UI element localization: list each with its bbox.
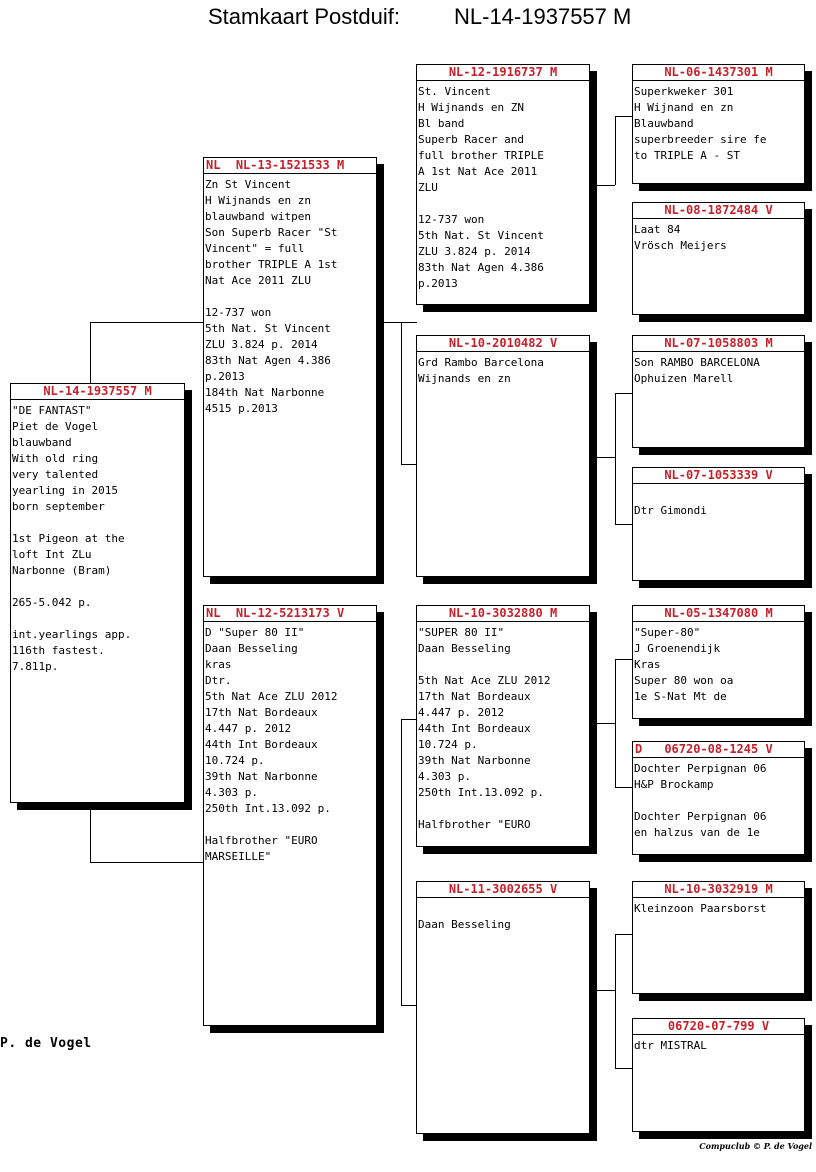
ring-number: 06720-08-1245 V <box>664 742 773 756</box>
connector-line <box>90 808 91 863</box>
pigeon-description: D "Super 80 II" Daan Besseling kras Dtr. 5th Nat Ace ZLU 2012 17th Nat Bordeaux 4.447 p. 2012 44th Int Bordeaux 10.724 p. 39th Nat Narbonne 4.303 p. 250th Int.13.092 p. Halfbrother "EURO MARSEILLE" <box>205 626 338 863</box>
pigeon-description: Son RAMBO BARCELONA Ophuizen Marell <box>634 356 760 385</box>
connector-line <box>615 393 633 394</box>
pigeon-description: Dochter Perpignan 06 H&P Brockamp Dochter Perpignan 06 en halzus van de 1e <box>634 762 767 839</box>
title-label: Stamkaart Postduif: <box>208 4 400 29</box>
ring-number: NL-07-1058803 M <box>633 336 804 352</box>
ring-number: NL-10-3032919 M <box>633 882 804 898</box>
ring-number: 06720-07-799 V <box>633 1019 804 1035</box>
connector-line <box>401 719 417 720</box>
pigeon-description: Dtr Gimondi <box>634 504 707 517</box>
connector-line <box>401 464 417 465</box>
ring-number: NL-08-1872484 V <box>633 203 804 219</box>
ring-number: NL-07-1053339 V <box>633 468 804 484</box>
pigeon-description: Laat 84 Vrösch Meijers <box>634 223 727 252</box>
ring-number: NL-10-3032880 M <box>417 606 589 622</box>
ring-header <box>204 606 376 622</box>
country-prefix: NL <box>206 158 221 172</box>
connector-line <box>615 659 616 787</box>
pedigree-card-dss <box>632 605 805 719</box>
ring-number: NL-06-1437301 M <box>633 65 804 81</box>
pigeon-description: "Super-80" J Groenendijk Kras Super 80 won oa 1e S-Nat Mt de <box>634 626 734 703</box>
ring-number: NL-11-3002655 V <box>417 882 589 898</box>
country-prefix: D <box>635 742 643 756</box>
connector-line <box>382 322 417 323</box>
ring-number: NL-12-5213173 V <box>235 606 345 620</box>
pedigree-card-sire-sire <box>416 64 590 305</box>
ring-header <box>633 742 804 758</box>
footer-credit: Compuclub © P. de Vogel <box>699 1141 812 1151</box>
connector-line <box>596 990 615 991</box>
ring-number: NL-13-1521533 M <box>235 158 345 172</box>
pedigree-card-dds <box>632 881 805 994</box>
pigeon-description: St. Vincent H Wijnands en ZN Bl band Superb Racer and full brother TRIPLE A 1st Nat Ace 2011 ZLU 12-737 won 5th Nat. St Vincent ZLU 3.824 p. 2014 83th Nat Agen 4.386 p.2013 <box>418 85 544 290</box>
pigeon-description: Grd Rambo Barcelona Wijnands en zn <box>418 356 544 385</box>
connector-line <box>615 659 633 660</box>
pedigree-card-ddd <box>632 1018 805 1132</box>
connector-line <box>615 116 633 117</box>
connector-line <box>615 116 616 185</box>
pedigree-card-sds <box>632 335 805 448</box>
pedigree-card-sdd <box>632 467 805 581</box>
owner-name: P. de Vogel <box>0 1036 92 1051</box>
connector-line <box>401 719 402 1005</box>
connector-line <box>596 723 615 724</box>
pigeon-description: Zn St Vincent H Wijnands en zn blauwband witpen Son Superb Racer "St Vincent" = full brother TRIPLE A 1st Nat Ace 2011 ZLU 12-737 won 5th Nat. St Vincent ZLU 3.824 p. 2014 83th Nat Agen 4.386 p.2013 184th Nat Narbonne 4515 p.2013 <box>205 178 338 415</box>
connector-line <box>615 934 633 935</box>
pedigree-card-dam-dam <box>416 881 590 1134</box>
connector-line <box>90 862 204 863</box>
connector-line <box>90 322 91 384</box>
pedigree-card-subject <box>10 383 185 803</box>
pigeon-description: Daan Besseling <box>418 918 511 931</box>
pigeon-description: Kleinzoon Paarsborst <box>634 902 767 915</box>
pedigree-card-dam <box>203 605 377 1026</box>
connector-line <box>615 787 633 788</box>
ring-header <box>204 158 376 174</box>
pigeon-description: Superkweker 301 H Wijnand en zn Blauwband superbreeder sire fe to TRIPLE A - ST <box>634 85 767 162</box>
page-title <box>208 4 632 30</box>
connector-line <box>596 185 615 186</box>
pedigree-card-sss <box>632 64 805 184</box>
pedigree-card-sire-dam <box>416 335 590 577</box>
connector-line <box>615 524 633 525</box>
connector-line <box>615 934 616 1068</box>
connector-line <box>401 322 402 464</box>
ring-number: NL-14-1937557 M <box>11 384 184 400</box>
pedigree-card-sire <box>203 157 377 577</box>
pedigree-card-dam-sire <box>416 605 590 847</box>
title-ring-number: NL-14-1937557 M <box>454 4 632 29</box>
ring-number: NL-12-1916737 M <box>417 65 589 81</box>
country-prefix: NL <box>206 606 221 620</box>
connector-line <box>596 457 615 458</box>
connector-line <box>401 1005 417 1006</box>
connector-line <box>90 322 204 323</box>
pigeon-description: "DE FANTAST" Piet de Vogel blauwband With old ring very talented yearling in 2015 born september 1st Pigeon at the loft Int ZLu Narbonne (Bram) 265-5.042 p. int.yearlings app. 116th fastest. 7.811p. <box>12 404 132 673</box>
pedigree-card-dsd <box>632 741 805 855</box>
ring-number: NL-10-2010482 V <box>417 336 589 352</box>
ring-number: NL-05-1347080 M <box>633 606 804 622</box>
connector-line <box>615 393 616 525</box>
connector-line <box>615 1068 633 1069</box>
pigeon-description: dtr MISTRAL <box>634 1039 707 1052</box>
pedigree-card-ssd <box>632 202 805 315</box>
pigeon-description: "SUPER 80 II" Daan Besseling 5th Nat Ace ZLU 2012 17th Nat Bordeaux 4.447 p. 2012 44th Int Bordeaux 10.724 p. 39th Nat Narbonne 4.303 p. 250th Int.13.092 p. Halfbrother "EURO <box>418 626 551 831</box>
